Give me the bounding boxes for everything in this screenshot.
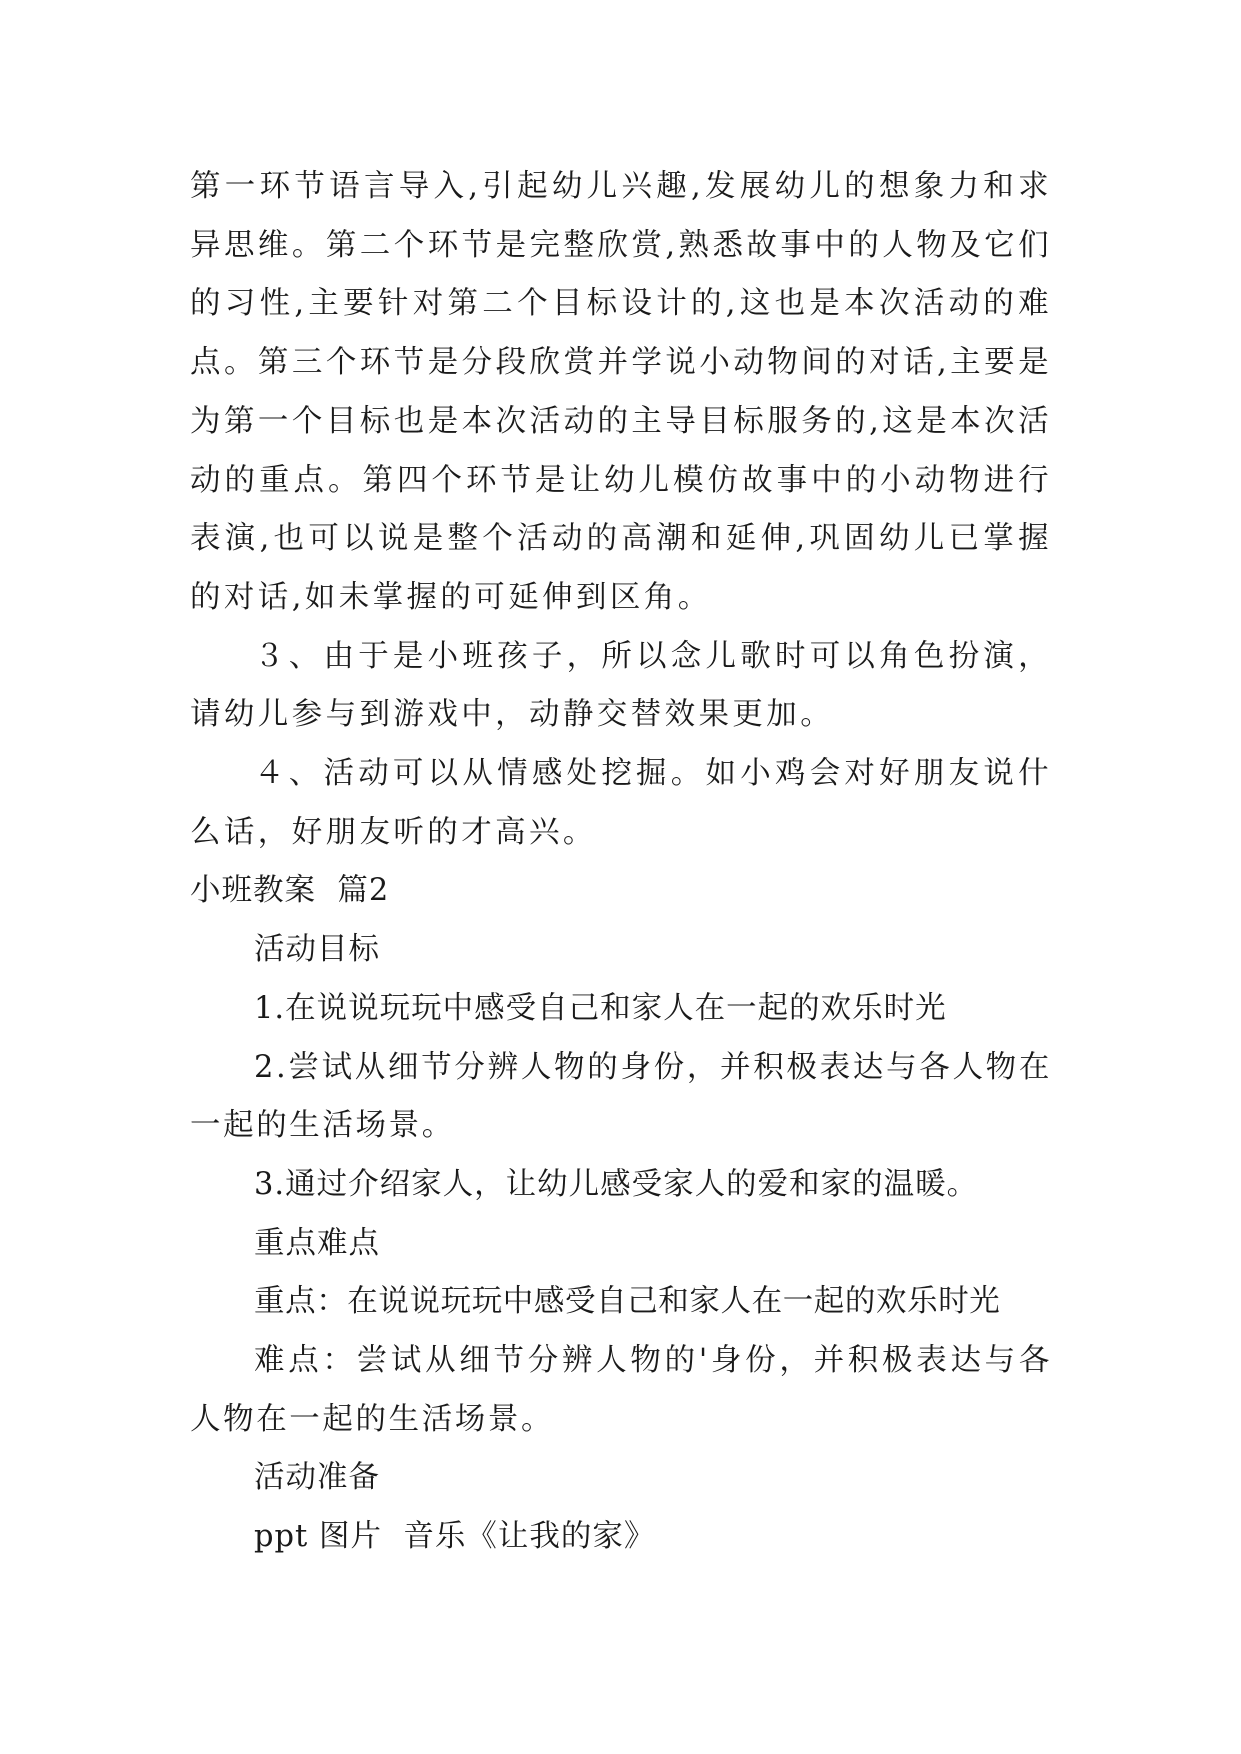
key-point: 重点：在说说玩玩中感受自己和家人在一起的欢乐时光 [254, 1284, 1001, 1320]
point-4-paragraph: ４、活动可以从情感处挖掘。如小鸡会对好朋友说什么话，好朋友听的才高兴。 [190, 756, 1052, 850]
document-page [190, 158, 1052, 1567]
key-points-heading: 重点难点 [254, 1225, 380, 1261]
preparation-heading: 活动准备 [254, 1460, 380, 1496]
section-title: 小班教案 篇2 [190, 873, 390, 909]
goal-2: 2.尝试从细节分辨人物的身份，并积极表达与各人物在一起的生活场景。 [190, 1049, 1052, 1144]
difficult-point: 难点：尝试从细节分辨人物的'身份，并积极表达与各人物在一起的生活场景。 [190, 1343, 1052, 1437]
intro-paragraph: 第一环节语言导入,引起幼儿兴趣,发展幼儿的想象力和求异思维。第二个环节是完整欣赏,熟悉故事中的人物及它们的习性,主要针对第二个目标设计的,这也是本次活动的难点。第三个环节是分段欣赏并学说小动物间的对话,主要是为第一个目标也是本次活动的主导目标服务的,这是本次活动的重点。第四个环节是让幼儿模仿故事中的小动物进行表演,也可以说是整个活动的高潮和延伸,巩固幼儿已掌握的对话,如未掌握的可延伸到区角。 [190, 169, 1052, 615]
goal-3: 3.通过介绍家人，让幼儿感受家人的爱和家的温暖。 [254, 1166, 979, 1202]
preparation-items: ppt 图片 音乐《让我的家》 [254, 1519, 656, 1555]
point-3-paragraph: ３、由于是小班孩子，所以念儿歌时可以角色扮演，请幼儿参与到游戏中，动静交替效果更加。 [190, 638, 1052, 733]
goal-1: 1.在说说玩玩中感受自己和家人在一起的欢乐时光 [254, 990, 947, 1026]
goals-heading: 活动目标 [254, 932, 380, 968]
